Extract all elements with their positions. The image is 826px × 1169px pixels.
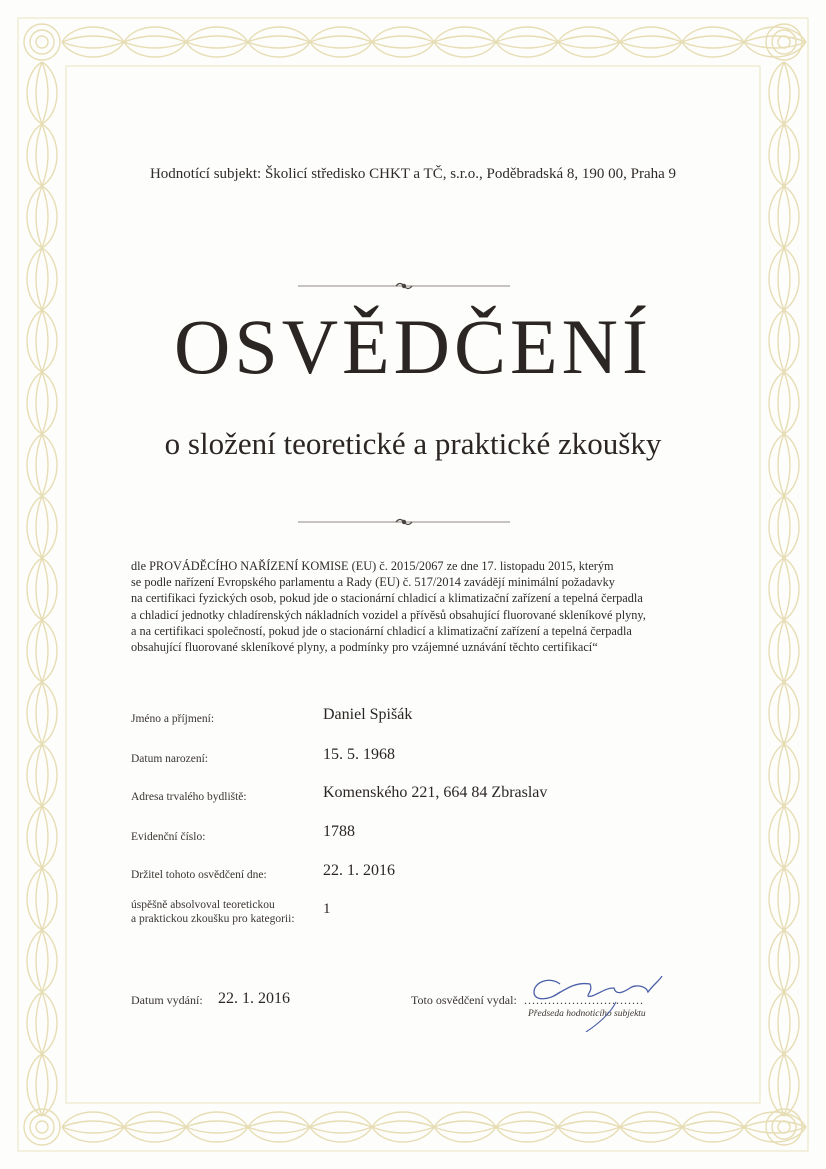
legal-line: na certifikaci fyzických osob, pokud jde o stacionární chladicí a klimatizační zařízení a tepelná čerpadla <box>131 591 643 606</box>
signer-role: Předseda hodnoticího subjektu <box>528 1009 646 1019</box>
birthdate-value: 15. 5. 1968 <box>323 746 395 763</box>
handwritten-signature <box>520 962 680 1032</box>
corner-rosette <box>772 30 796 54</box>
address-value: Komenského 221, 664 84 Zbraslav <box>323 784 548 801</box>
issue-date-label: Datum vydání: <box>131 993 203 1007</box>
issued-by-label: Toto osvědčení vydal: <box>411 993 517 1007</box>
category-label-line2: a praktickou zkoušku pro kategorii: <box>131 913 295 925</box>
issuer-line: Hodnotící subjekt: Školicí středisko CHKT a TČ, s.r.o., Poděbradská 8, 190 00, Praha 9 <box>149 166 677 182</box>
holder-date-value: 22. 1. 2016 <box>323 862 395 879</box>
corner-rosette <box>36 36 48 48</box>
category-label-line1: úspěšně absolvoval teoretickou <box>131 899 275 911</box>
name-value: Daniel Spišák <box>323 706 413 723</box>
corner-rosette <box>30 30 54 54</box>
corner-rosette <box>772 1115 796 1139</box>
corner-rosette <box>778 1121 790 1133</box>
category-label <box>131 898 295 926</box>
holder-date-label: Držitel tohoto osvědčení dne: <box>131 869 267 881</box>
legal-line: se podle nařízení Evropského parlamentu a Rady (EU) č. 517/2014 zavádějí minimální požadavky <box>131 575 615 590</box>
registration-number-label: Evidenční číslo: <box>131 831 206 843</box>
issue-date-value: 22. 1. 2016 <box>218 990 290 1007</box>
category-value: 1 <box>323 901 331 917</box>
legal-line: a na certifikaci společností, pokud jde o stacionární chladicí a klimatizační zařízení a tepelná čerpadla <box>131 623 632 638</box>
name-label: Jméno a příjmení: <box>131 713 215 725</box>
legal-line: obsahující fluorované skleníkové plyny, a podmínky pro vzájemné uznávání těchto certifikací“ <box>131 640 598 655</box>
birthdate-label: Datum narození: <box>131 753 208 765</box>
certificate-title: OSVĚDČENÍ <box>174 303 652 390</box>
signature-line: .............................. <box>524 993 644 1007</box>
corner-rosette <box>30 1115 54 1139</box>
legal-basis-text <box>131 558 731 655</box>
address-label: Adresa trvalého bydliště: <box>131 791 247 803</box>
certificate-subtitle: o složení teoretické a praktické zkoušky <box>164 426 662 461</box>
bottom-ornament-divider <box>298 515 510 529</box>
corner-rosette <box>36 1121 48 1133</box>
legal-line: a chladicí jednotky chladírenských nákladních vozidel a přívěsů obsahující fluorované skleníkové plyny, <box>131 607 646 622</box>
legal-line: dle PROVÁDĚCÍHO NAŘÍZENÍ KOMISE (EU) č. 2015/2067 ze dne 17. listopadu 2015, kterým <box>131 559 614 573</box>
top-ornament-divider <box>298 279 510 293</box>
registration-number-value: 1788 <box>323 823 355 840</box>
corner-rosette <box>778 36 790 48</box>
